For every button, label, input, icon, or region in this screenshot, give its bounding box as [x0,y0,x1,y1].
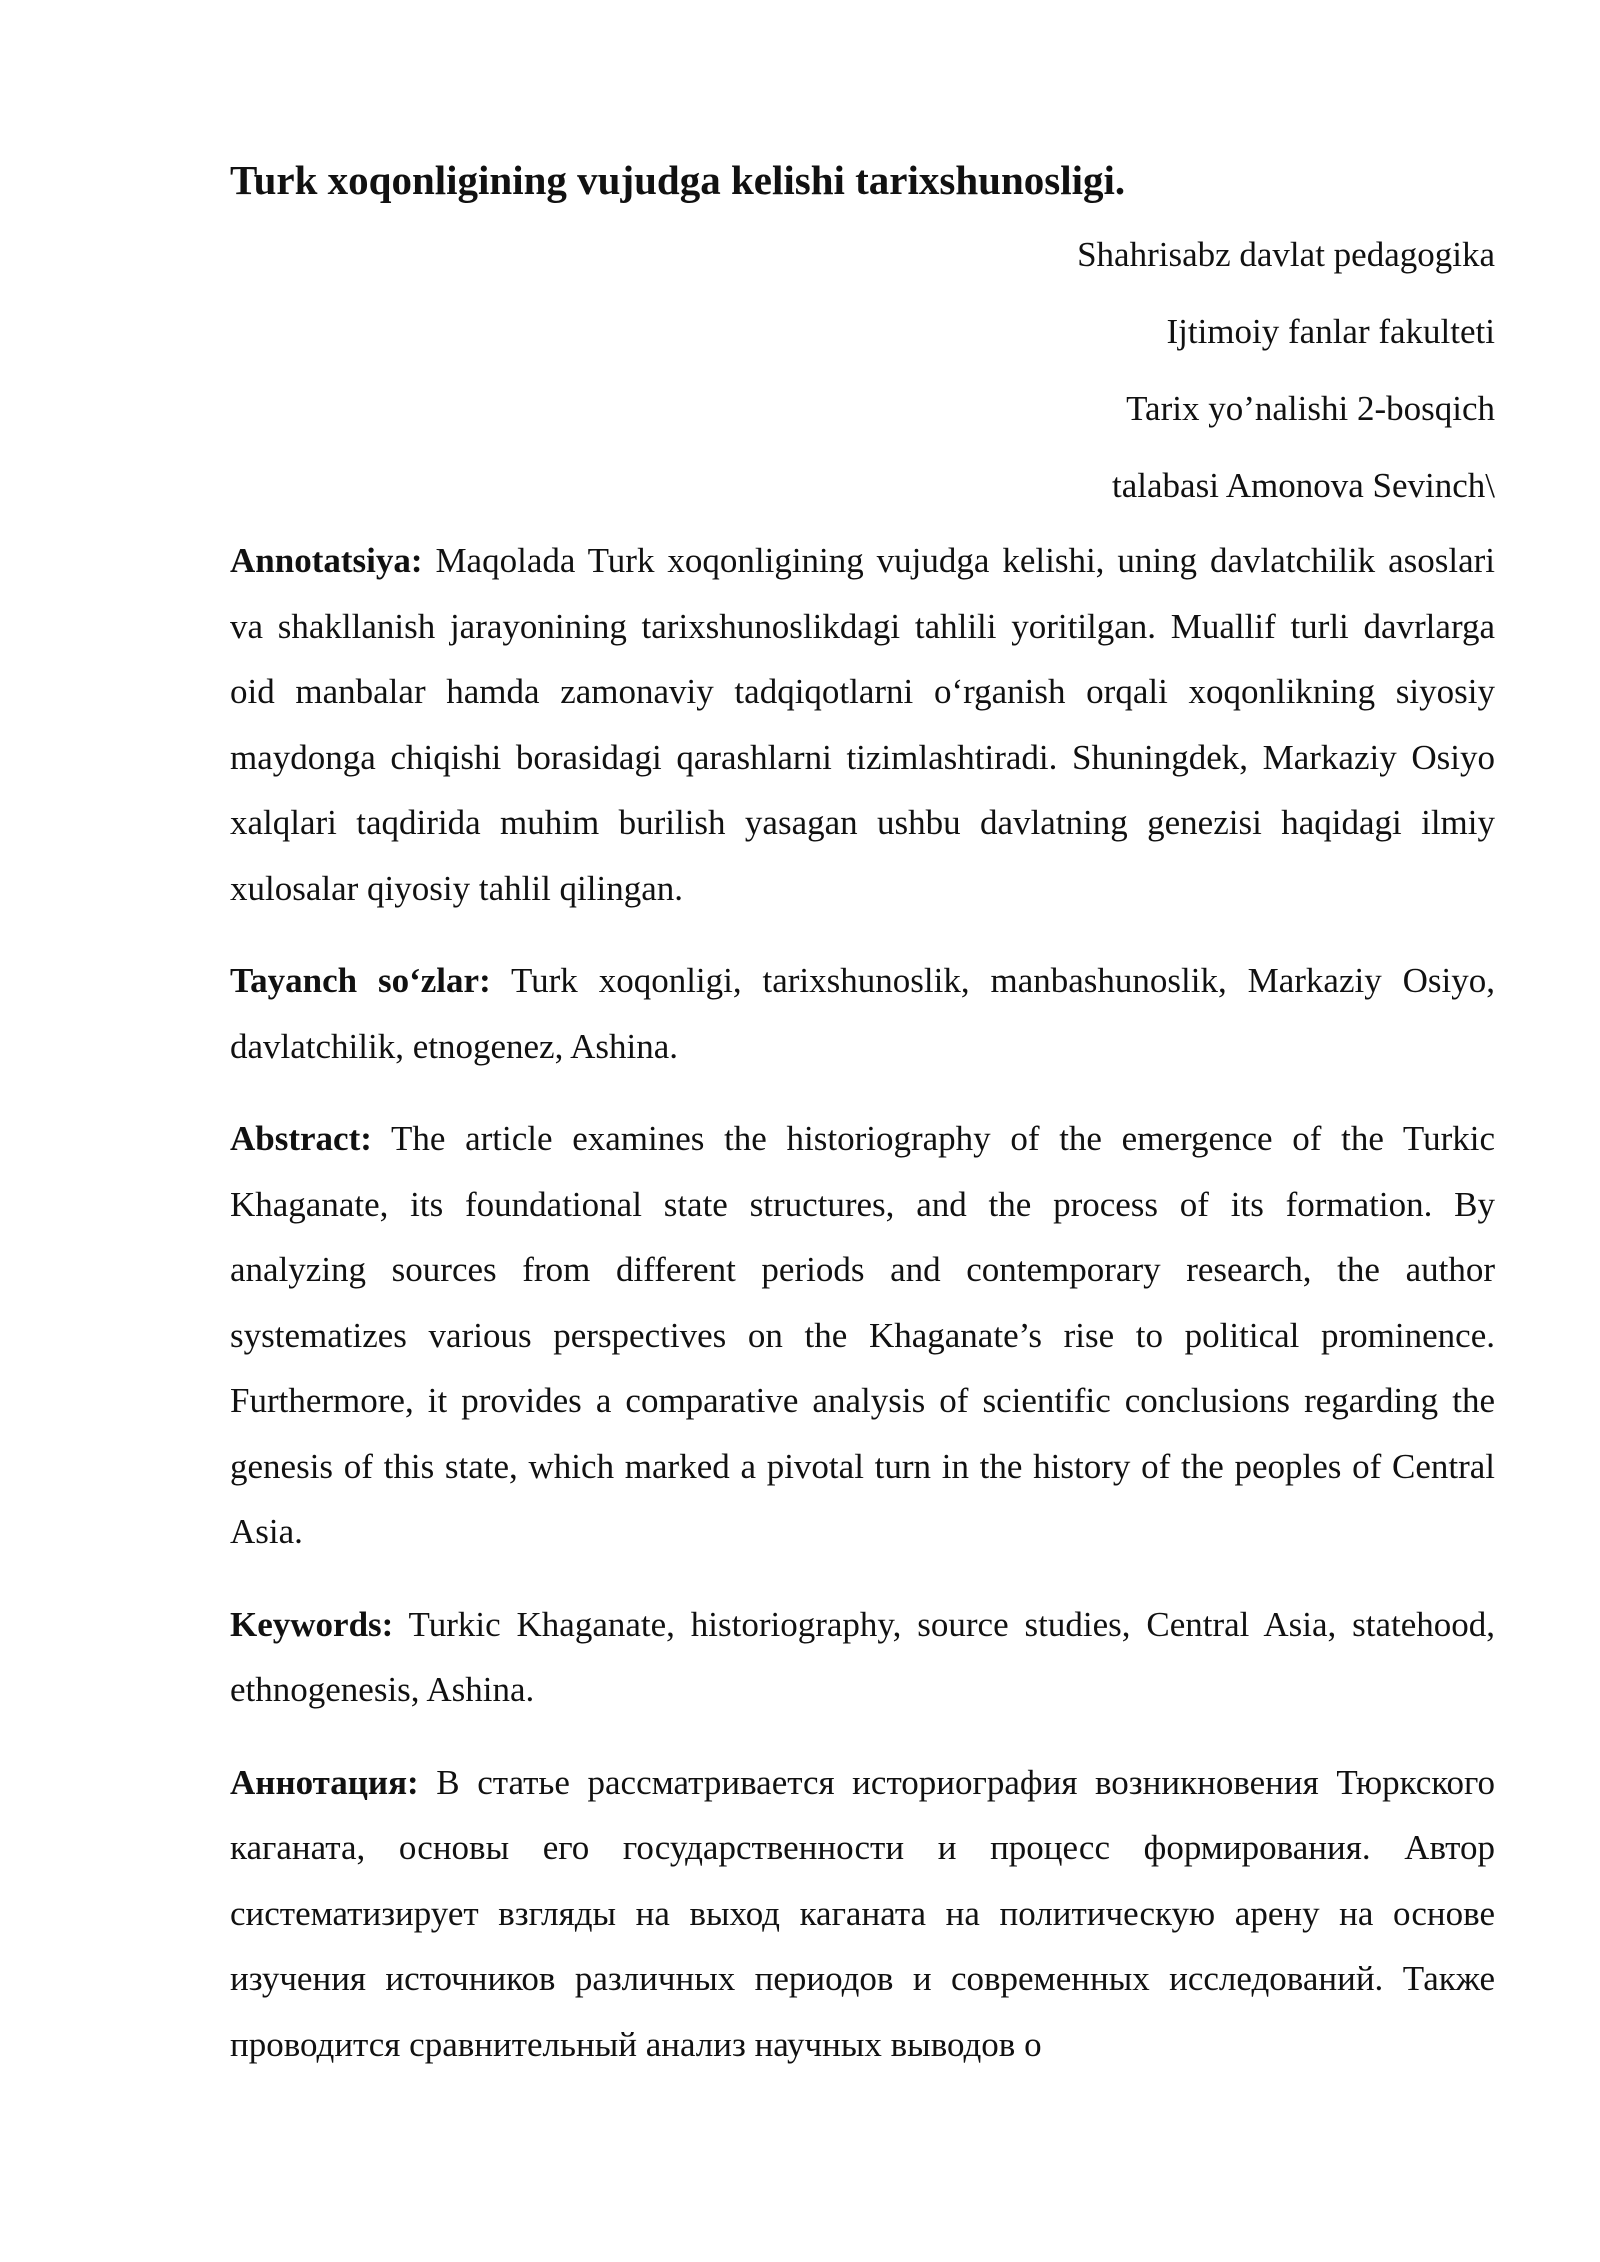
annotation-russian-text: В статье рассматривается историография возникновения Тюркского каганата, основы его государственности и процесс формирования. Автор систематизирует взгляды на выход каганата на политическую арену на основе изучения источников различных периодов и современных исследований. Также проводится сравнительный анализ научных выводов о [230,1762,1495,2064]
annotation-uzbek [230,528,1495,921]
annotation-russian-label: Аннотация: [230,1762,419,1802]
abstract-english-text: The article examines the historiography of the emergence of the Turkic Khaganate, its foundational state structures, and the process of its formation. By analyzing sources from different periods and contemporary research, the author systematizes various perspectives on the Khaganate’s rise to political prominence. Furthermore, it provides a comparative analysis of scientific conclusions regarding the genesis of this state, which marked a pivotal turn in the history of the peoples of Central Asia. [230,1119,1495,1551]
annotation-uzbek-label: Annotatsiya: [230,541,423,580]
affiliation-faculty: Ijtimoiy fanlar fakulteti [1166,312,1495,351]
article-body [230,150,1495,2077]
abstract-english-label: Abstract: [230,1119,372,1158]
annotation-uzbek-text: Maqolada Turk xoqonligining vujudga kelishi, uning davlatchilik asoslari va shakllanish jarayonining tarixshunoslikdagi tahlili yoritilgan. Muallif turli davrlarga oid manbalar hamda zamonaviy tadqiqotlarni o‘rganish orqali xoqonlikning siyosiy maydonga chiqishi borasidagi qarashlarni tizimlashtiradi. Shuningdek, Markaziy Osiyo xalqlari taqdirida muhim burilish yasagan ushbu davlatning genezisi haqidagi ilmiy xulosalar qiyosiy tahlil qilingan. [230,541,1495,908]
keywords-english [230,1592,1495,1723]
abstract-english [230,1106,1495,1565]
keywords-uzbek-label: Tayanch so‘zlar: [230,961,491,1000]
keywords-uzbek [230,948,1495,1079]
annotation-russian [230,1750,1495,2078]
keywords-uzbek-text: Turk xoqonligi, tarixshunoslik, manbashunoslik, Markaziy Osiyo, davlatchilik, etnogenez, Ashina. [230,961,1495,1066]
keywords-english-text: Turkic Khaganate, historiography, source studies, Central Asia, statehood, ethnogenesis, Ashina. [230,1604,1495,1709]
affiliation-author: talabasi Amonova Sevinch\ [1112,466,1495,505]
author-affiliation [230,216,1495,524]
affiliation-program: Tarix yo’nalishi 2-bosqich [1126,389,1495,428]
keywords-english-label: Keywords: [230,1604,394,1644]
article-title: Turk xoqonligining vujudga kelishi tarixshunosligi. [230,157,1126,203]
affiliation-university: Shahrisabz davlat pedagogika [1077,235,1495,274]
